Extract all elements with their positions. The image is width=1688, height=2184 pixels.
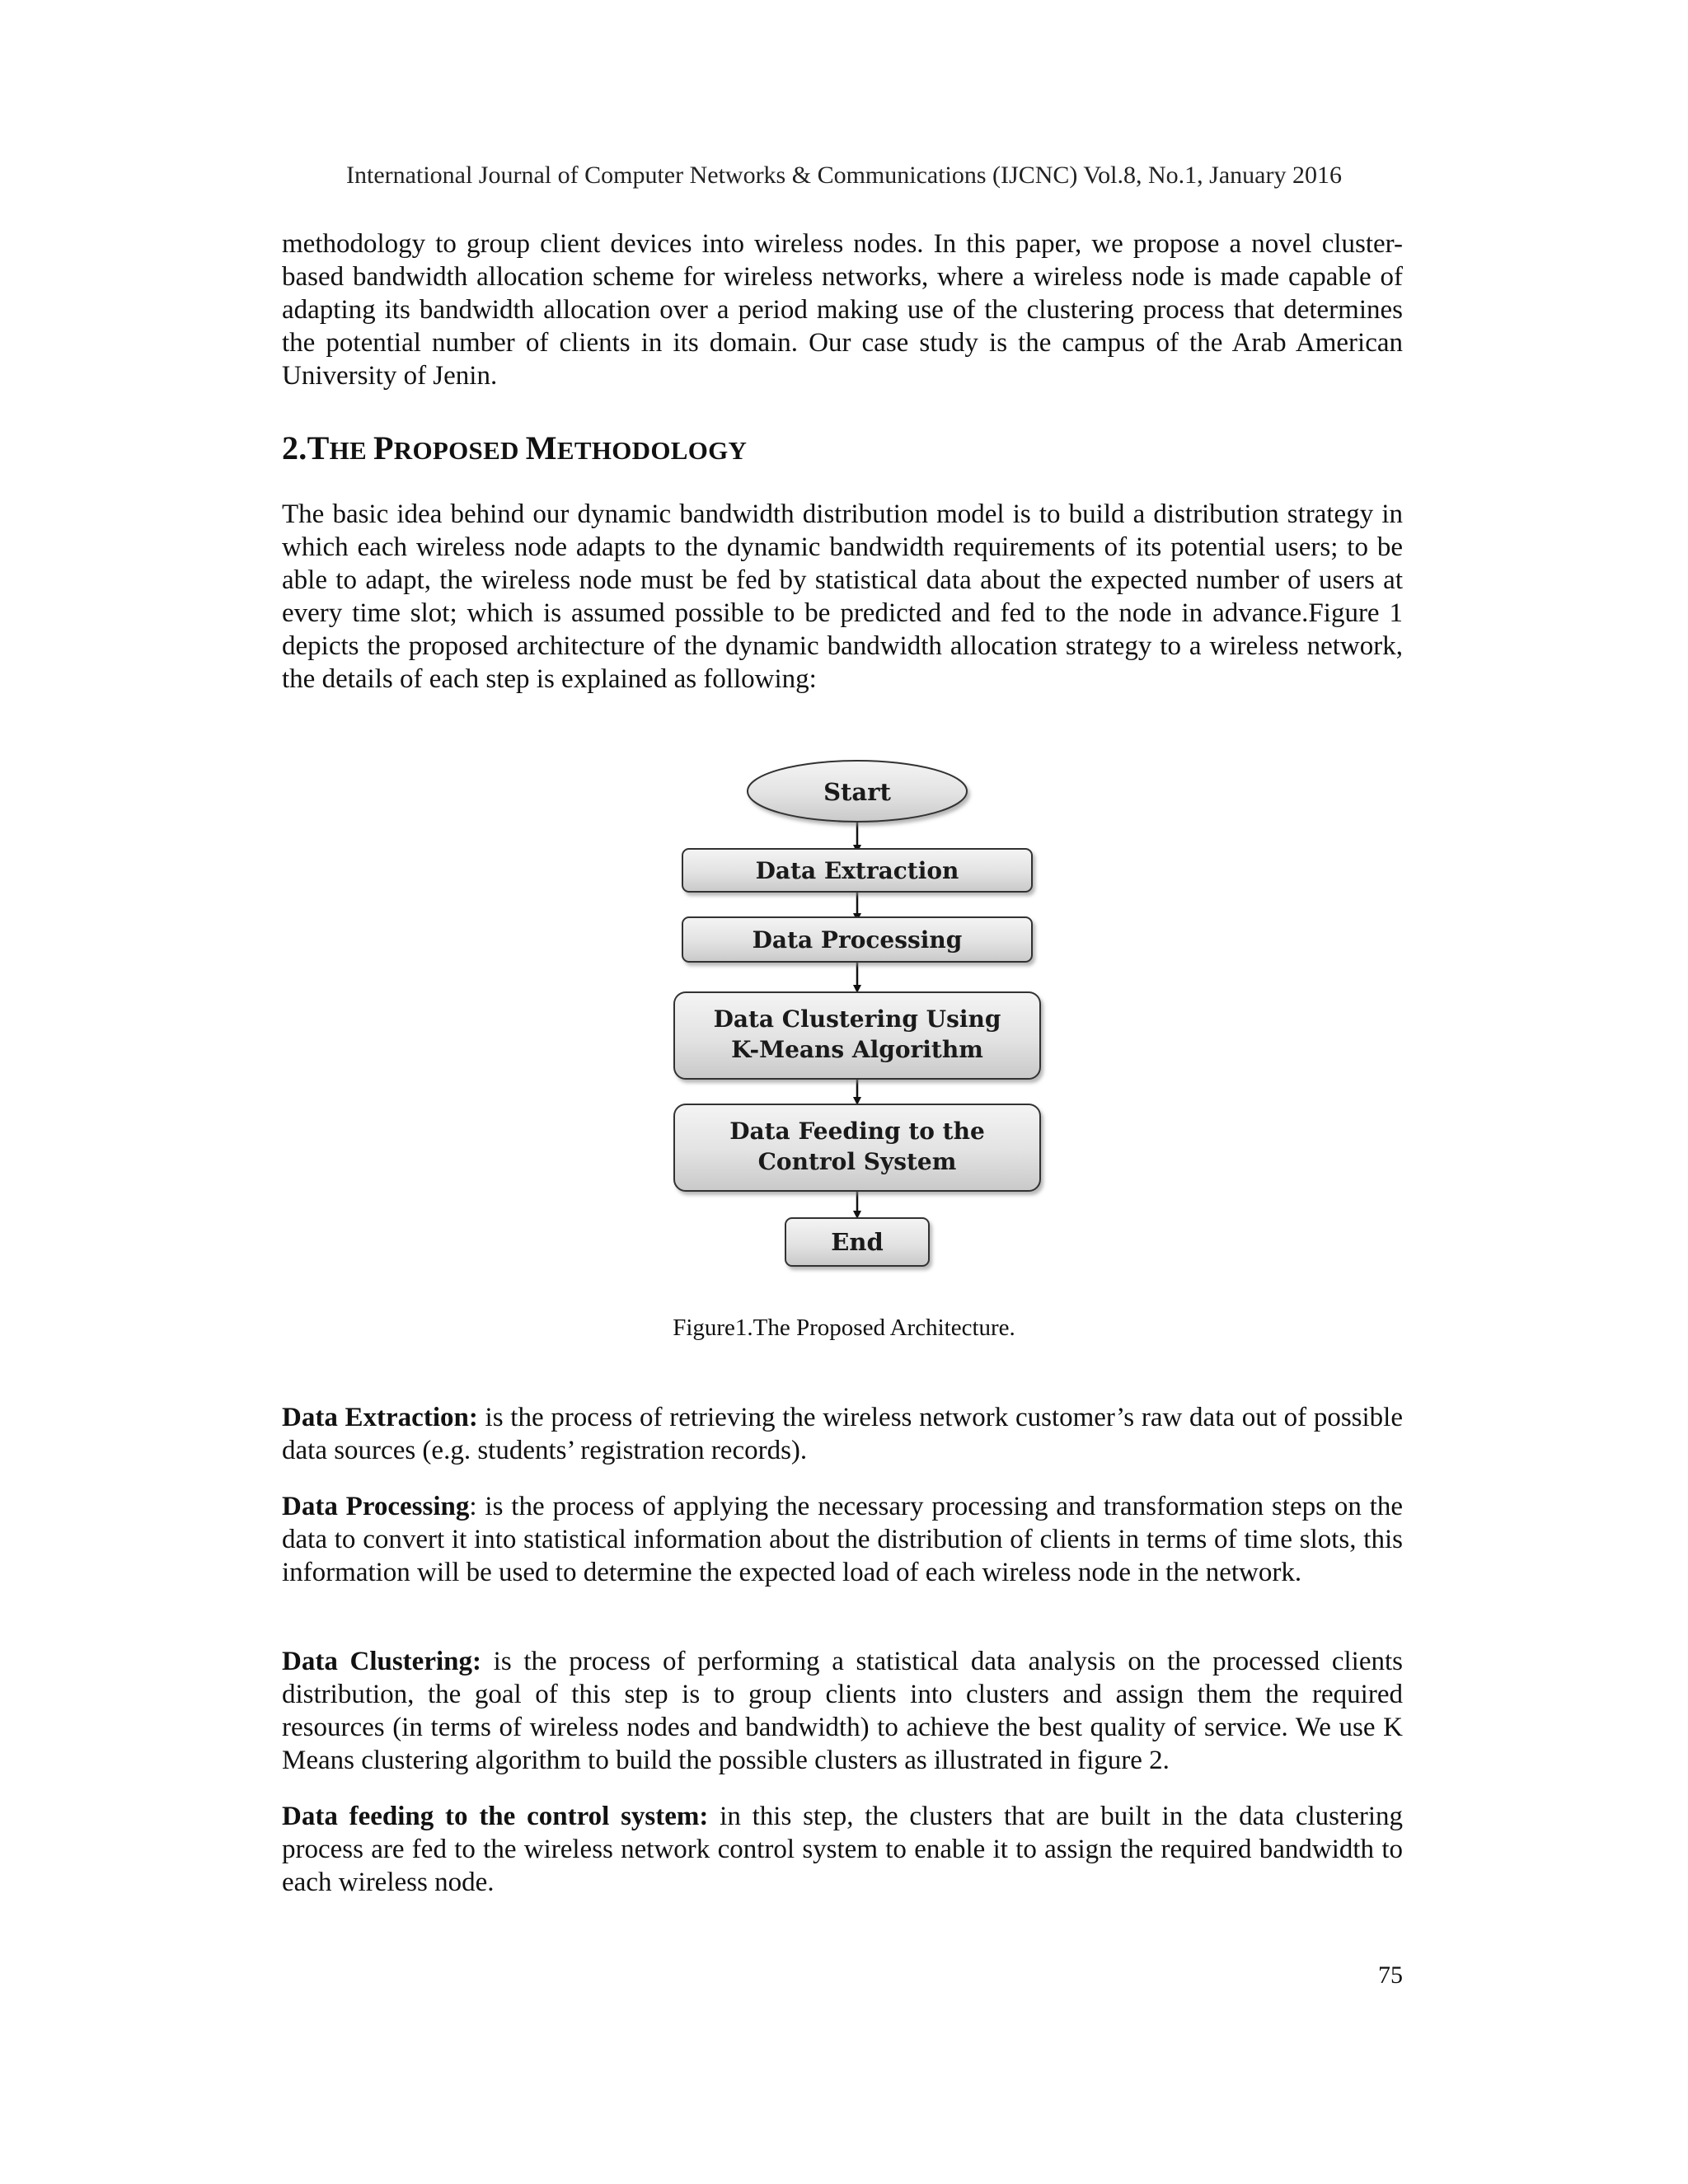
definition-data-clustering [282,1645,1403,1777]
architecture-flowchart [659,746,1055,1273]
step-data-processing [682,917,1032,962]
start-label: Start [823,778,891,806]
definition-term: Data feeding to the control system: [282,1802,709,1831]
figure-caption: Figure1.The Proposed Architecture. [673,1315,1015,1341]
section-text: The basic idea behind our dynamic bandwidth distribution model is to build a distribution strategy in which each wireless node adapts to the dynamic bandwidth requirements of its potential users; to be able to adapt, the wireless node must be fed by statistical data about the expected number of users at every time slot; which is assumed possible to be predicted and fed to the node in advance.Figure 1 depicts the proposed architecture of the dynamic bandwidth allocation strategy to a wireless network, the details of each step is explained as following: [282,499,1403,694]
step-data-clustering-label-2: K-Means Algorithm [731,1036,983,1063]
definition-data-processing [282,1490,1403,1589]
intro-paragraph [282,227,1403,392]
end-label: End [831,1228,884,1256]
end-node [785,1218,929,1266]
definition-term: Data Processing [282,1492,470,1521]
step-data-feeding-label-1: Data Feeding to the [729,1118,985,1145]
step-data-processing-label: Data Processing [752,926,963,954]
start-node [748,761,967,822]
definition-term: Data Extraction: [282,1403,478,1432]
step-data-feeding [674,1104,1040,1191]
definition-text: is the process of retrieving the wireless network customer’s raw data out of possible data sources (e.g. students’ registration records). [282,1403,1403,1465]
definition-data-extraction [282,1401,1403,1467]
section-number: 2. [282,429,307,466]
section-title-word-1: THE [307,429,374,466]
definition-text: is the process of performing a statistical data analysis on the processed clients distribution, the goal of this step is to group clients into clusters and assign them the required resources (in terms of wireless nodes and bandwidth) to achieve the best quality of service. We use K Means clustering algorithm to build the possible clusters as illustrated in figure 2. [282,1647,1403,1775]
section-heading [282,429,747,467]
step-data-clustering [674,992,1040,1079]
step-data-clustering-label-1: Data Clustering Using [713,1005,1001,1033]
intro-text: methodology to group client devices into wireless nodes. In this paper, we propose a novel cluster-based bandwidth allocation scheme for wireless networks, where a wireless node is made capable of adapting its bandwidth allocation over a period making use of the clustering process that determines the potential number of clients in its domain. Our case study is the campus of the Arab American University of Jenin. [282,229,1403,391]
step-data-extraction [682,849,1032,892]
section-title-word-3: METHODOLOGY [525,429,748,466]
section-title-word-2: PROPOSED [373,429,526,466]
running-header: International Journal of Computer Networks & Communications (IJCNC) Vol.8, No.1, January 2016 [346,162,1342,189]
page-number: 75 [1378,1961,1403,1989]
definition-term: Data Clustering: [282,1647,481,1676]
definition-data-feeding [282,1800,1403,1899]
section-paragraph [282,498,1403,696]
step-data-feeding-label-2: Control System [757,1148,957,1175]
step-data-extraction-label: Data Extraction [755,857,959,884]
definition-text: : is the process of applying the necessary processing and transformation steps on the data to convert it into statistical information about the distribution of clients in terms of time slots, this information will be used to determine the expected load of each wireless node in the network. [282,1492,1404,1587]
definition-text: in this step, the clusters that are built in the data clustering process are fed to the wireless network control system to enable it to assign the required bandwidth to each wireless node. [282,1802,1404,1897]
